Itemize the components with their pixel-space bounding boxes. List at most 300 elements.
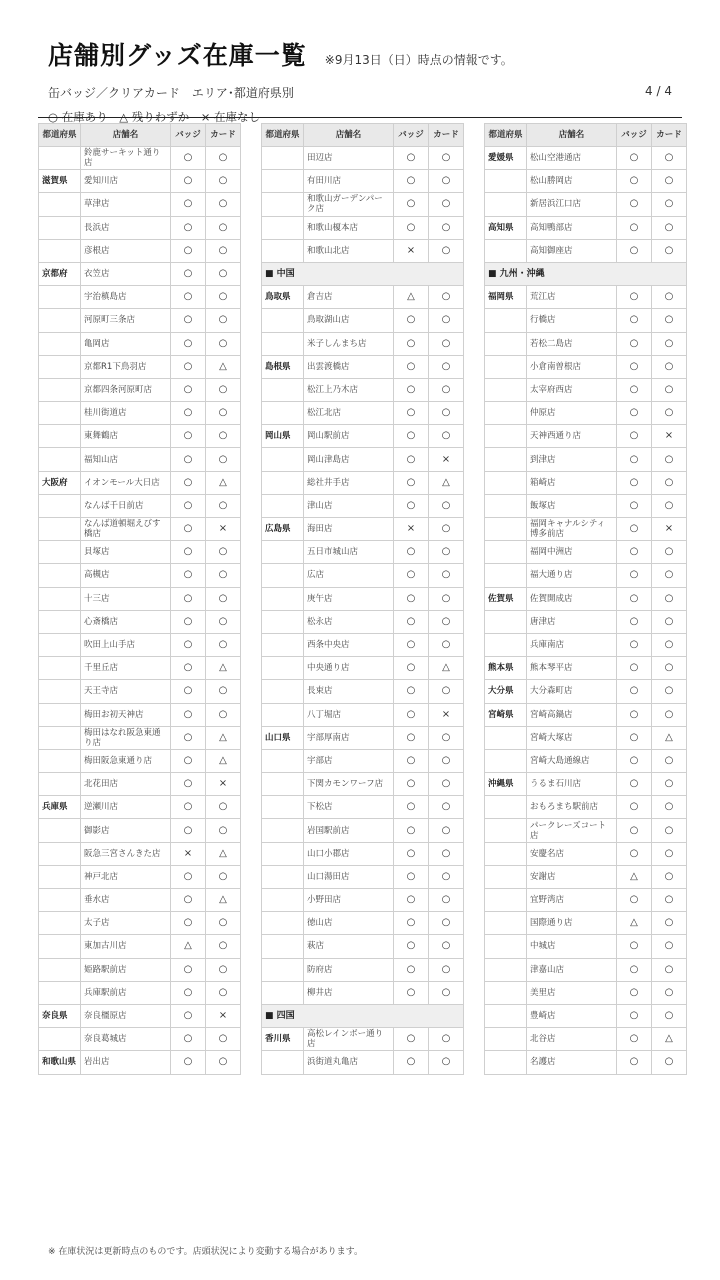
prefecture-cell: 島根県: [262, 355, 304, 378]
prefecture-cell: [39, 541, 81, 564]
prefecture-cell: [485, 796, 527, 819]
store-name-cell: 東加古川店: [81, 935, 171, 958]
prefecture-cell: [485, 912, 527, 935]
table-row: [485, 865, 687, 888]
badge-stock-cell: ○: [171, 1004, 206, 1027]
prefecture-cell: [39, 981, 81, 1004]
card-stock-cell: ○: [206, 633, 241, 656]
card-stock-cell: ○: [429, 170, 464, 193]
badge-stock-cell: ○: [171, 865, 206, 888]
region-name: ■ 九州・沖縄: [485, 262, 687, 285]
as-of-note: ※9月13日（日）時点の情報です。: [324, 53, 513, 67]
badge-stock-cell: ○: [394, 796, 429, 819]
prefecture-cell: [39, 749, 81, 772]
table-row: [485, 193, 687, 216]
table-row: [262, 703, 464, 726]
badge-stock-cell: ○: [171, 402, 206, 425]
card-stock-cell: ○: [652, 355, 687, 378]
prefecture-cell: [39, 912, 81, 935]
card-stock-cell: ○: [652, 170, 687, 193]
card-stock-cell: ○: [652, 147, 687, 170]
card-stock-cell: ○: [429, 610, 464, 633]
table-row: [39, 494, 241, 517]
card-stock-cell: ○: [429, 518, 464, 541]
badge-stock-cell: ○: [617, 518, 652, 541]
badge-stock-cell: ○: [394, 471, 429, 494]
table-row: [39, 773, 241, 796]
badge-stock-cell: ○: [617, 378, 652, 401]
prefecture-cell: [39, 680, 81, 703]
table-row: [485, 819, 687, 842]
card-stock-cell: ○: [652, 332, 687, 355]
badge-stock-cell: ○: [394, 657, 429, 680]
table-row: [262, 564, 464, 587]
store-name-cell: 八丁堀店: [304, 703, 394, 726]
badge-stock-cell: △: [617, 912, 652, 935]
badge-stock-cell: ○: [394, 355, 429, 378]
card-stock-cell: ○: [429, 425, 464, 448]
card-stock-cell: ○: [429, 749, 464, 772]
store-name-cell: 高槻店: [81, 564, 171, 587]
prefecture-cell: [262, 889, 304, 912]
card-stock-cell: △: [652, 1028, 687, 1051]
prefecture-cell: [39, 633, 81, 656]
prefecture-cell: [39, 865, 81, 888]
card-stock-cell: ○: [429, 1051, 464, 1074]
card-stock-cell: ○: [652, 610, 687, 633]
card-stock-cell: ○: [206, 309, 241, 332]
table-row: [485, 958, 687, 981]
card-stock-cell: △: [206, 889, 241, 912]
prefecture-cell: [485, 309, 527, 332]
prefecture-cell: [262, 564, 304, 587]
card-stock-cell: ○: [652, 286, 687, 309]
badge-stock-cell: ○: [171, 1028, 206, 1051]
store-name-cell: 御影店: [81, 819, 171, 842]
card-stock-cell: ○: [206, 193, 241, 216]
prefecture-cell: 山口県: [262, 726, 304, 749]
card-stock-cell: ○: [429, 541, 464, 564]
prefecture-cell: [262, 402, 304, 425]
card-stock-cell: ○: [652, 865, 687, 888]
table-row: [39, 216, 241, 239]
badge-stock-cell: ○: [617, 309, 652, 332]
table-row: [485, 448, 687, 471]
table-row: [39, 726, 241, 749]
table-row: [485, 564, 687, 587]
table-row: [39, 193, 241, 216]
card-stock-cell: ×: [429, 448, 464, 471]
prefecture-cell: [262, 147, 304, 170]
table-row: [485, 286, 687, 309]
badge-stock-cell: ○: [394, 216, 429, 239]
card-stock-cell: ○: [206, 587, 241, 610]
card-stock-cell: ○: [652, 193, 687, 216]
table-header-row: [262, 124, 464, 147]
prefecture-cell: 広島県: [262, 518, 304, 541]
store-name-cell: 鈴鹿サーキット通り店: [81, 147, 171, 170]
badge-stock-cell: ○: [171, 494, 206, 517]
badge-stock-cell: ○: [171, 610, 206, 633]
card-stock-cell: ○: [429, 309, 464, 332]
prefecture-cell: [39, 216, 81, 239]
table-row: [39, 309, 241, 332]
badge-stock-cell: ○: [394, 680, 429, 703]
table-row: [262, 680, 464, 703]
legend: ○ 在庫あり △ 残りわずか × 在庫なし: [48, 110, 260, 124]
prefecture-cell: [39, 842, 81, 865]
card-stock-cell: ○: [206, 1028, 241, 1051]
table-row: [262, 633, 464, 656]
store-name-cell: 西条中央店: [304, 633, 394, 656]
store-name-cell: 貝塚店: [81, 541, 171, 564]
badge-stock-cell: ○: [617, 796, 652, 819]
prefecture-cell: 奈良県: [39, 1004, 81, 1027]
prefecture-cell: [262, 703, 304, 726]
prefecture-cell: [262, 448, 304, 471]
prefecture-cell: [262, 541, 304, 564]
badge-stock-cell: ○: [617, 170, 652, 193]
table-row: [485, 309, 687, 332]
badge-stock-cell: ○: [171, 216, 206, 239]
card-stock-cell: ○: [652, 703, 687, 726]
card-stock-cell: ○: [206, 378, 241, 401]
prefecture-cell: [262, 865, 304, 888]
badge-stock-cell: ○: [171, 889, 206, 912]
card-stock-cell: ○: [206, 564, 241, 587]
table-row: [485, 1051, 687, 1074]
card-stock-cell: ○: [429, 216, 464, 239]
store-name-cell: 防府店: [304, 958, 394, 981]
prefecture-cell: 佐賀県: [485, 587, 527, 610]
store-name-cell: 愛知川店: [81, 170, 171, 193]
badge-stock-cell: ○: [171, 193, 206, 216]
prefecture-cell: [39, 286, 81, 309]
card-stock-cell: ○: [652, 935, 687, 958]
card-stock-cell: ○: [429, 726, 464, 749]
card-stock-cell: ×: [206, 1004, 241, 1027]
badge-stock-cell: ○: [394, 541, 429, 564]
card-stock-cell: ○: [206, 286, 241, 309]
card-stock-cell: ○: [429, 494, 464, 517]
card-stock-cell: ○: [429, 865, 464, 888]
prefecture-cell: [485, 1028, 527, 1051]
badge-stock-cell: ○: [617, 680, 652, 703]
prefecture-cell: [485, 355, 527, 378]
card-stock-cell: ×: [429, 703, 464, 726]
store-name-cell: 亀岡店: [81, 332, 171, 355]
store-name-cell: 萩店: [304, 935, 394, 958]
table-row: [485, 587, 687, 610]
prefecture-cell: [262, 610, 304, 633]
table-row: [39, 239, 241, 262]
badge-stock-cell: ○: [171, 773, 206, 796]
region-name: ■ 四国: [262, 1004, 464, 1027]
badge-stock-cell: ○: [394, 633, 429, 656]
store-name-cell: 長浜店: [81, 216, 171, 239]
badge-stock-cell: △: [394, 286, 429, 309]
card-stock-cell: ○: [652, 796, 687, 819]
prefecture-cell: [39, 239, 81, 262]
table-row: [39, 981, 241, 1004]
badge-stock-cell: ○: [617, 773, 652, 796]
badge-stock-cell: ○: [171, 309, 206, 332]
badge-stock-cell: ○: [171, 286, 206, 309]
table-row: [485, 912, 687, 935]
card-stock-cell: ○: [206, 402, 241, 425]
table-row: [485, 842, 687, 865]
table-row: [39, 703, 241, 726]
table-row: [262, 494, 464, 517]
badge-stock-cell: ○: [171, 1051, 206, 1074]
prefecture-cell: [262, 657, 304, 680]
prefecture-cell: [39, 564, 81, 587]
store-name-cell: 宇部厚南店: [304, 726, 394, 749]
prefecture-cell: [485, 541, 527, 564]
card-stock-cell: ○: [206, 703, 241, 726]
card-stock-cell: ○: [652, 448, 687, 471]
prefecture-cell: 京都府: [39, 262, 81, 285]
table-row: [262, 332, 464, 355]
table-row: [485, 749, 687, 772]
store-name-cell: 宮崎大塚店: [527, 726, 617, 749]
badge-stock-cell: ○: [394, 842, 429, 865]
card-stock-cell: ○: [206, 680, 241, 703]
table-row: [485, 147, 687, 170]
header-divider: [38, 117, 682, 118]
prefecture-cell: 滋賀県: [39, 170, 81, 193]
badge-stock-cell: ○: [171, 958, 206, 981]
prefecture-cell: [262, 796, 304, 819]
store-name-cell: 北谷店: [527, 1028, 617, 1051]
table-header-row: [485, 124, 687, 147]
card-stock-cell: ○: [652, 1051, 687, 1074]
table-row: [262, 355, 464, 378]
card-stock-cell: ○: [206, 494, 241, 517]
table-row: [485, 378, 687, 401]
card-stock-cell: ○: [429, 239, 464, 262]
table-row: [485, 494, 687, 517]
badge-stock-cell: ○: [617, 448, 652, 471]
card-stock-cell: ○: [429, 147, 464, 170]
table-row: [39, 448, 241, 471]
prefecture-cell: [262, 1051, 304, 1074]
badge-stock-cell: ×: [394, 518, 429, 541]
card-stock-cell: ○: [429, 773, 464, 796]
badge-stock-cell: ○: [394, 1051, 429, 1074]
store-name-cell: 津山店: [304, 494, 394, 517]
prefecture-cell: [39, 518, 81, 541]
inventory-columns: [38, 123, 687, 1075]
badge-stock-cell: ○: [171, 564, 206, 587]
prefecture-cell: 岡山県: [262, 425, 304, 448]
store-name-cell: 阪急三宮さんきた店: [81, 842, 171, 865]
card-stock-cell: ○: [652, 239, 687, 262]
store-name-cell: 京都四条河原町店: [81, 378, 171, 401]
card-stock-cell: ○: [652, 981, 687, 1004]
badge-stock-cell: ○: [171, 749, 206, 772]
table-row: [262, 981, 464, 1004]
store-name-cell: 兵庫駅前店: [81, 981, 171, 1004]
card-stock-cell: ○: [206, 239, 241, 262]
card-stock-cell: ○: [429, 889, 464, 912]
badge-stock-cell: ○: [171, 239, 206, 262]
card-stock-cell: ○: [652, 842, 687, 865]
card-stock-cell: ○: [652, 657, 687, 680]
prefecture-cell: [39, 402, 81, 425]
prefecture-cell: [262, 494, 304, 517]
card-stock-cell: △: [206, 726, 241, 749]
table-row: [39, 749, 241, 772]
badge-stock-cell: ○: [171, 332, 206, 355]
badge-stock-cell: ○: [394, 912, 429, 935]
card-stock-cell: ○: [652, 494, 687, 517]
store-name-cell: 宇治槙島店: [81, 286, 171, 309]
prefecture-cell: 兵庫県: [39, 796, 81, 819]
store-name-cell: 行橋店: [527, 309, 617, 332]
prefecture-cell: [485, 402, 527, 425]
prefecture-cell: 大分県: [485, 680, 527, 703]
prefecture-cell: [262, 842, 304, 865]
card-stock-cell: ○: [206, 865, 241, 888]
prefecture-cell: [262, 981, 304, 1004]
store-name-cell: 飯塚店: [527, 494, 617, 517]
card-stock-cell: ○: [429, 332, 464, 355]
card-stock-cell: ○: [652, 587, 687, 610]
badge-stock-cell: ○: [394, 564, 429, 587]
inventory-table-3: [484, 123, 687, 1075]
table-row: [39, 610, 241, 633]
store-name-cell: 荒江店: [527, 286, 617, 309]
store-name-cell: 豊崎店: [527, 1004, 617, 1027]
badge-stock-cell: ○: [617, 471, 652, 494]
table-row: [485, 518, 687, 541]
badge-stock-cell: ○: [617, 749, 652, 772]
table-row: [39, 935, 241, 958]
table-row: [262, 448, 464, 471]
badge-stock-cell: ○: [394, 749, 429, 772]
store-name-cell: 熊本琴平店: [527, 657, 617, 680]
badge-stock-cell: ○: [171, 147, 206, 170]
badge-stock-cell: ○: [617, 239, 652, 262]
store-name-cell: 和歌山ガーデンパーク店: [304, 193, 394, 216]
card-stock-cell: ○: [652, 633, 687, 656]
store-name-cell: 松江上乃木店: [304, 378, 394, 401]
badge-stock-cell: ○: [617, 819, 652, 842]
card-stock-cell: ○: [429, 796, 464, 819]
table-row: [485, 935, 687, 958]
prefecture-cell: 香川県: [262, 1028, 304, 1051]
card-stock-cell: △: [206, 471, 241, 494]
table-row: [39, 657, 241, 680]
card-stock-cell: ○: [652, 773, 687, 796]
card-stock-cell: △: [429, 657, 464, 680]
prefecture-cell: [485, 865, 527, 888]
table-row: [262, 912, 464, 935]
table-row: [39, 355, 241, 378]
badge-stock-cell: ○: [171, 657, 206, 680]
badge-stock-cell: ○: [394, 309, 429, 332]
card-stock-cell: ○: [206, 819, 241, 842]
badge-stock-cell: ○: [171, 541, 206, 564]
card-stock-cell: △: [206, 355, 241, 378]
store-name-cell: 徳山店: [304, 912, 394, 935]
header-store: 店舗名: [81, 124, 171, 147]
footer-note: ※ 在庫状況は更新時点のものです。店頭状況により変動する場合があります。: [48, 1247, 363, 1257]
card-stock-cell: ○: [206, 912, 241, 935]
store-name-cell: 下関カモンワーフ店: [304, 773, 394, 796]
badge-stock-cell: ○: [617, 726, 652, 749]
store-name-cell: 松永店: [304, 610, 394, 633]
table-row: [39, 958, 241, 981]
card-stock-cell: ○: [652, 471, 687, 494]
card-stock-cell: ○: [652, 912, 687, 935]
table-row: [39, 1028, 241, 1051]
store-name-cell: 五日市城山店: [304, 541, 394, 564]
store-name-cell: 東舞鶴店: [81, 425, 171, 448]
badge-stock-cell: ○: [171, 448, 206, 471]
badge-stock-cell: ○: [394, 402, 429, 425]
badge-stock-cell: ○: [617, 587, 652, 610]
header-store: 店舗名: [527, 124, 617, 147]
prefecture-cell: 高知県: [485, 216, 527, 239]
store-name-cell: 和歌山榎本店: [304, 216, 394, 239]
card-stock-cell: ○: [652, 680, 687, 703]
prefecture-cell: 福岡県: [485, 286, 527, 309]
badge-stock-cell: ○: [617, 494, 652, 517]
prefecture-cell: [485, 633, 527, 656]
table-row: [485, 796, 687, 819]
card-stock-cell: ○: [652, 378, 687, 401]
card-stock-cell: △: [429, 471, 464, 494]
card-stock-cell: ○: [206, 935, 241, 958]
prefecture-cell: [39, 935, 81, 958]
table-row: [39, 471, 241, 494]
store-name-cell: 田辺店: [304, 147, 394, 170]
badge-stock-cell: ○: [394, 773, 429, 796]
store-name-cell: 和歌山北店: [304, 239, 394, 262]
table-row: [262, 402, 464, 425]
prefecture-cell: [39, 726, 81, 749]
table-row: [262, 471, 464, 494]
badge-stock-cell: ○: [617, 193, 652, 216]
prefecture-cell: [39, 193, 81, 216]
badge-stock-cell: ○: [394, 958, 429, 981]
prefecture-cell: [485, 749, 527, 772]
badge-stock-cell: ○: [171, 355, 206, 378]
prefecture-cell: [485, 193, 527, 216]
badge-stock-cell: ○: [617, 981, 652, 1004]
table-row: [39, 912, 241, 935]
header-badge: バッジ: [171, 124, 206, 147]
prefecture-cell: [485, 889, 527, 912]
prefecture-cell: [262, 587, 304, 610]
prefecture-cell: [262, 471, 304, 494]
store-name-cell: 天神西通り店: [527, 425, 617, 448]
table-row: [39, 680, 241, 703]
table-row: [485, 471, 687, 494]
store-name-cell: 山口小郡店: [304, 842, 394, 865]
badge-stock-cell: ○: [171, 703, 206, 726]
badge-stock-cell: ○: [617, 657, 652, 680]
badge-stock-cell: ○: [171, 912, 206, 935]
badge-stock-cell: ○: [171, 378, 206, 401]
store-name-cell: 安謝店: [527, 865, 617, 888]
badge-stock-cell: ×: [171, 842, 206, 865]
badge-stock-cell: ○: [171, 518, 206, 541]
store-name-cell: 宮崎大島通線店: [527, 749, 617, 772]
table-row: [485, 981, 687, 1004]
